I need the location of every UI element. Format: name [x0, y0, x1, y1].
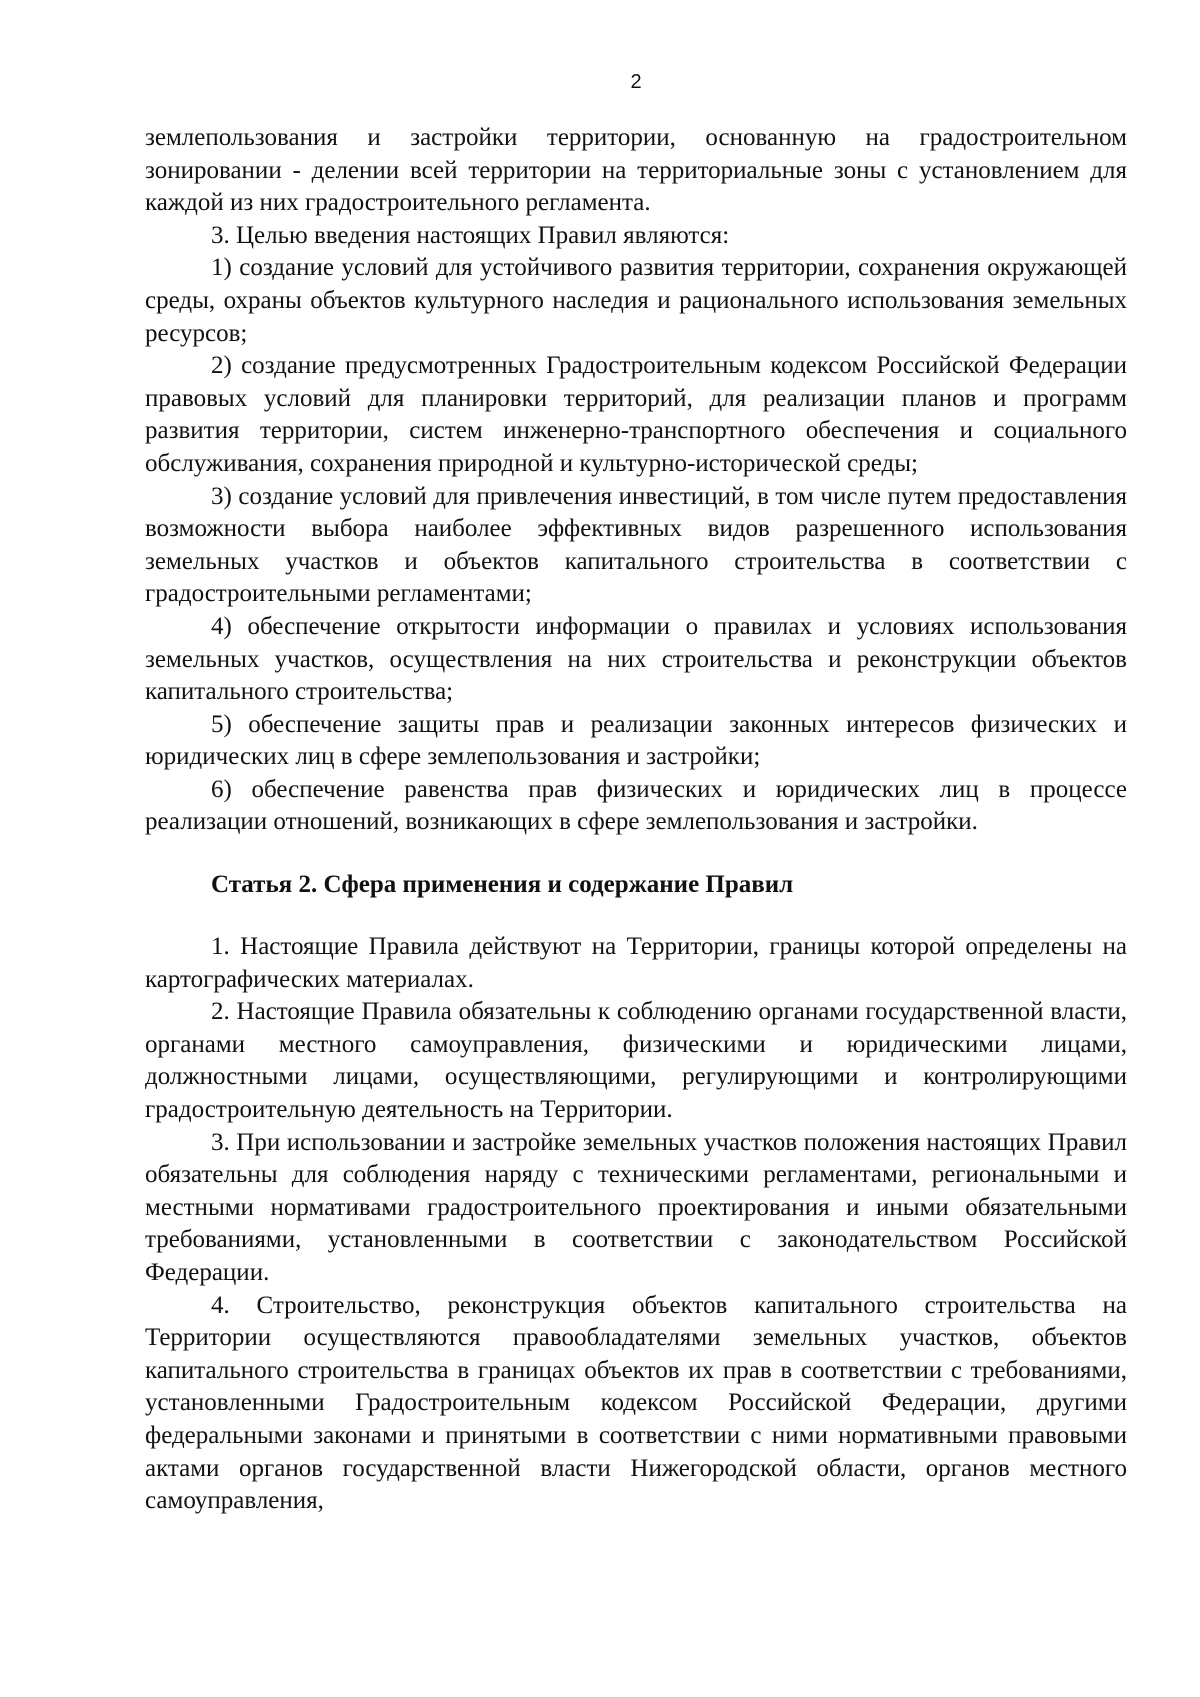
- article-paragraph-4: 4. Строительство, реконструкция объектов капитального строительства на Территории осуществляются правообладателями земельных участков, объектов капитального строительства в границах объектов их прав в соответствии с требованиями, установленными Градостроительным кодексом Российской Федерации, другими федеральными законами и принятыми в соответствии с ними нормативными правовыми актами органов государственной власти Нижегородской области, органов местного самоуправления,: [145, 1291, 1127, 1515]
- list-item-goal-1: 1) создание условий для устойчивого развития территории, сохранения окружающей среды, охраны объектов культурного наследия и рационального использования земельных ресурсов;: [145, 254, 1127, 347]
- list-item-goal-4: 4) обеспечение открытости информации о правилах и условиях использования земельных участков, осуществления на них строительства и реконструкции объектов капитального строительства;: [145, 612, 1127, 706]
- document-page: [145, 70, 1127, 1518]
- list-item-goal-5: 5) обеспечение защиты прав и реализации законных интересов физических и юридических лиц в сфере землепользования и застройки;: [145, 710, 1127, 771]
- paragraph-goals-intro: 3. Целью введения настоящих Правил являются:: [211, 221, 730, 249]
- article-heading: Статья 2. Сфера применения и содержание Правил: [211, 871, 794, 899]
- article-paragraph-2: 2. Настоящие Правила обязательны к соблюдению органами государственной власти, органами местного самоуправления, физическими и юридическими лицами, должностными лицами, осуществляющими, регулирующими и контролирующими градостроительную деятельность на Территории.: [145, 998, 1127, 1124]
- list-item-goal-3: 3) создание условий для привлечения инвестиций, в том числе путем предоставления возможности выбора наиболее эффективных видов разрешенного использования земельных участков и объектов капитального строительства в соответствии с градостроительными регламентами;: [145, 482, 1127, 608]
- article-paragraph-1: 1. Настоящие Правила действуют на Территории, границы которой определены на картографических материалах.: [145, 933, 1127, 993]
- paragraph-continuation: землепользования и застройки территории, основанную на градостроительном зонировании - делении всей территории на территориальные зоны с установлением для каждой из них градостроительного регламента.: [145, 124, 1127, 217]
- article-paragraph-3: 3. При использовании и застройке земельных участков положения настоящих Правил обязательны для соблюдения наряду с техническими регламентами, региональными и местными нормативами градостроительного проектирования и иными обязательными требованиями, установленными в соответствии с законодательством Российской Федерации.: [145, 1128, 1127, 1286]
- list-item-goal-6: 6) обеспечение равенства прав физических и юридических лиц в процессе реализации отношений, возникающих в сфере землепользования и застройки.: [145, 775, 1127, 836]
- list-item-goal-2: 2) создание предусмотренных Градостроительным кодексом Российской Федерации правовых условий для планировки территорий, для реализации планов и программ развития территории, систем инженерно-транспортного обеспечения и социального обслуживания, сохранения природной и культурно-исторической среды;: [145, 352, 1127, 477]
- page-number: 2: [630, 71, 642, 93]
